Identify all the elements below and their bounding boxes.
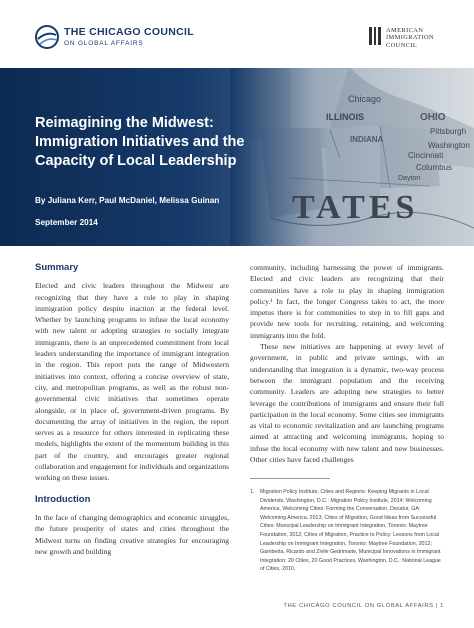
american-immigration-council-logo-icon — [368, 26, 382, 46]
map-label-washington: Washington — [428, 141, 470, 150]
footnote-divider — [250, 478, 330, 479]
report-date: September 2014 — [35, 218, 98, 227]
left-column — [35, 262, 229, 557]
hero-banner — [0, 68, 474, 246]
map-label-tates: TATES — [292, 189, 419, 226]
footnote-text: Migration Policy Institute, Cities and Regions: Keeping Migrants in Local Dividends, Washington, D.C.: Migration Policy Institute, 2014; Welcoming America, Welcoming Cities: Forming the Conversation, Decatur, GA: Welcoming America, 2013; Cities of Migration, Good Ideas from Successful Cities: Municipal Leadership on Immigrant Integration, Toronto: Maytree Foundation, 2012; Cities of Migration, Practice to Policy: Lessons from Local Leadership on Immigrant Integration, Toronto: Maytree Foundation, 2012; Gambetta, Ricardo and Zivile Gedrimaite, Municipal Innovations in Immigrant Integration: 20 Cities, 20 Good Practices, Washington, D.C.: National League of Cities, 2010. — [260, 489, 441, 573]
introduction-paragraph: In the face of changing demographics and economic struggles, the future prosperity of states and cities throughout the Midwest turns on finding creative strategies for encouraging new growth and building — [35, 512, 229, 556]
right-column — [250, 262, 444, 465]
map-label-chicago: Chicago — [348, 94, 382, 104]
council-subtitle: ON GLOBAL AFFAIRS — [64, 40, 144, 47]
map-label-illinois: ILLINOIS — [326, 112, 364, 122]
footnote-number: 1. — [250, 489, 255, 495]
aic-line-1: AMERICAN — [386, 27, 424, 34]
aic-line-2: IMMIGRATION — [386, 34, 435, 42]
body-paragraph-2: These new initiatives are happening at every level of government, in public and private settings, with an understanding that integration is a dynamic, two-way process between the immigrant population and the receiving community. Leaders are adopting new strategies to better leverage the contributions of immigrants and ensure their full participation in the local economy. Some cities see immigrants as vital to economic revitalization and are launching programs aimed at attracting and welcoming immigrants, hoping to infuse the local economy with new talent and new businesses. Other cities have faced challenges — [250, 342, 444, 465]
map-label-indiana: INDIANA — [350, 135, 384, 144]
map-label-dayton: Dayton — [398, 175, 421, 182]
report-authors: By Juliana Kerr, Paul McDaniel, Melissa Guinan — [35, 196, 220, 205]
map-label-cincinnati: Cincinnati — [408, 151, 444, 160]
aic-line-3: COUNCIL — [386, 41, 418, 49]
american-immigration-council-wordmark — [386, 27, 434, 49]
page-footer: THE CHICAGO COUNCIL ON GLOBAL AFFAIRS | 1 — [283, 603, 444, 609]
page-header — [0, 0, 474, 68]
footnote — [250, 488, 444, 574]
summary-heading: Summary — [35, 262, 79, 273]
introduction-heading: Introduction — [35, 493, 91, 505]
report-title: Reimagining the Midwest: Immigration Initiatives and the Capacity of Local Leadership — [35, 115, 245, 169]
map-label-ohio: OHIO — [420, 112, 446, 123]
map-label-pittsburgh: Pittsburgh — [430, 127, 467, 136]
map-label-columbus: Columbus — [416, 163, 453, 172]
body-paragraph-1: community, including harnessing the power of immigrants. Elected and civic leaders are recognizing that their communities have a role to play in shaping immigration policy.¹ In fact, the longer Congress takes to act, the more impetus there is for communities to step in to fill gaps and provide new tools for recruiting, retaining, and welcoming immigrants into the fold. — [250, 263, 444, 340]
summary-paragraph: Elected and civic leaders throughout the Midwest are recognizing that they have a role to play in shaping immigration policy despite inaction at the federal level. Whether by launching programs to infuse the local economy with new talent or adopting strategies to socially integrate immigrants, there is an unprecedented commitment from local leaders understanding the importance of immigrant integration in the region. This report puts the range of Midwestern initiatives into context, offering a concise overview of state, city, and metropolitan programs, as well as the robust non-governmental civic initiatives that sometimes operate alongside, or in place of, government-driven programs. By documenting the array of initiatives in the region, the report serves as a resource for others interested in replicating these models, highlights the extent of the momentum building in this part of the country, and encourages greater regional collaboration and engagement for individuals and organizations working on these issues. — [35, 281, 229, 483]
council-name: THE CHICAGO COUNCIL — [64, 26, 194, 38]
chicago-council-globe-icon — [34, 24, 60, 50]
